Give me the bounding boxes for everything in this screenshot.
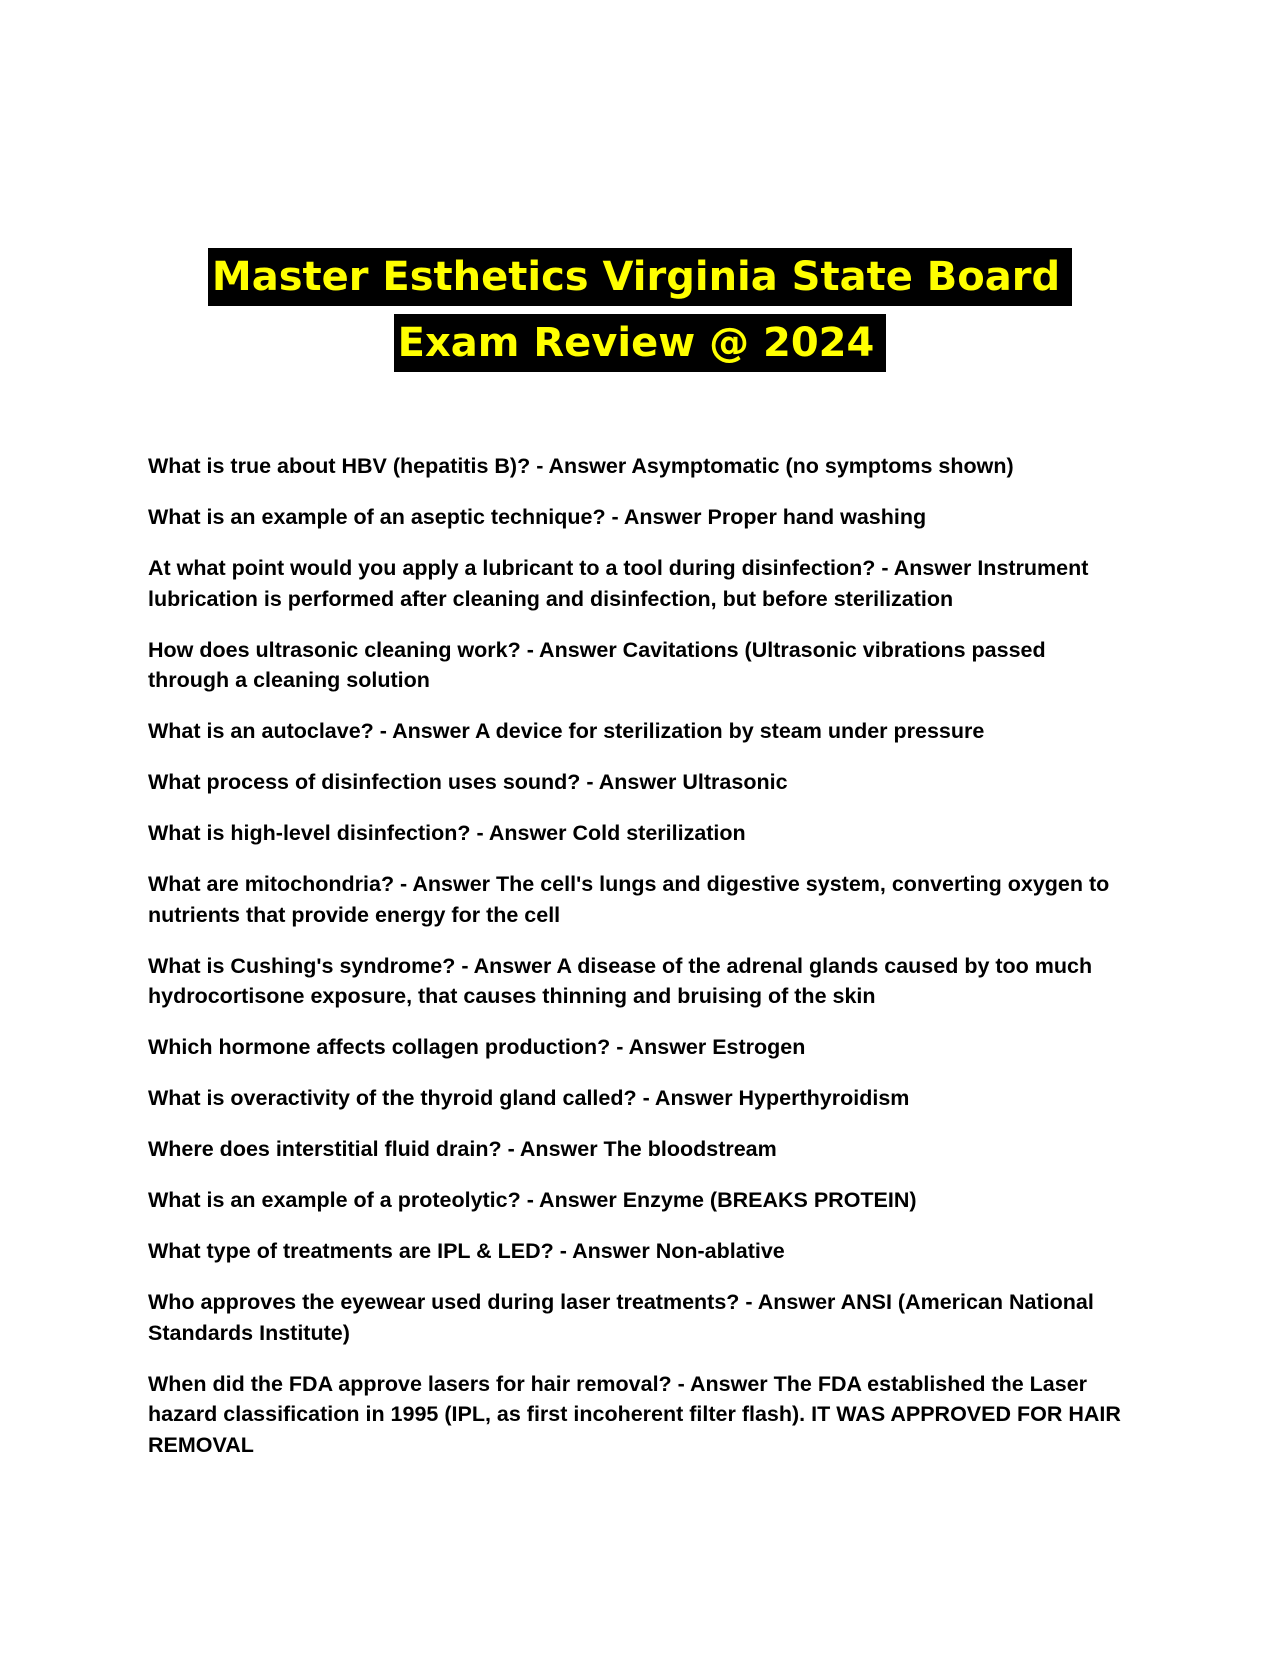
qa-item: Where does interstitial fluid drain? - Answer The bloodstream (148, 1137, 777, 1161)
qa-item: What is overactivity of the thyroid gland called? - Answer Hyperthyroidism (148, 1086, 910, 1110)
title-line-2: Exam Review @ 2024 (394, 314, 887, 372)
qa-item: What type of treatments are IPL & LED? - Answer Non-ablative (148, 1239, 785, 1263)
qa-item: What process of disinfection uses sound? - Answer Ultrasonic (148, 770, 788, 794)
qa-item: Which hormone affects collagen production? - Answer Estrogen (148, 1035, 806, 1059)
qa-item: Who approves the eyewear used during laser treatments? - Answer ANSI (American National Standards Institute) (148, 1290, 1094, 1345)
qa-item: What is Cushing's syndrome? - Answer A disease of the adrenal glands caused by too much hydrocortisone exposure, that causes thinning and bruising of the skin (148, 953, 1093, 1008)
qa-item: What are mitochondria? - Answer The cell's lungs and digestive system, converting oxygen to nutrients that provide energy for the cell (148, 872, 1110, 927)
question-answer-list (148, 451, 1128, 1481)
qa-item: What is an autoclave? - Answer A device for sterilization by steam under pressure (148, 719, 985, 743)
qa-item: At what point would you apply a lubricant to a tool during disinfection? - Answer Instrument lubrication is performed after cleaning and disinfection, but before sterilization (148, 556, 1089, 611)
qa-item: What is high-level disinfection? - Answer Cold sterilization (148, 821, 746, 845)
title-line-1: Master Esthetics Virginia State Board (208, 248, 1072, 306)
qa-item: What is true about HBV (hepatitis B)? - Answer Asymptomatic (no symptoms shown) (148, 454, 1014, 478)
qa-item: What is an example of an aseptic technique? - Answer Proper hand washing (148, 505, 927, 529)
qa-item: When did the FDA approve lasers for hair removal? - Answer The FDA established the Laser hazard classification in 1995 (IPL, as first incoherent filter flash). IT WAS APPROVED FOR HAIR REMOVAL (148, 1371, 1121, 1457)
qa-item: How does ultrasonic cleaning work? - Answer Cavitations (Ultrasonic vibrations passed through a cleaning solution (148, 637, 1046, 692)
document-title (0, 248, 1280, 372)
qa-item: What is an example of a proteolytic? - Answer Enzyme (BREAKS PROTEIN) (148, 1188, 917, 1212)
